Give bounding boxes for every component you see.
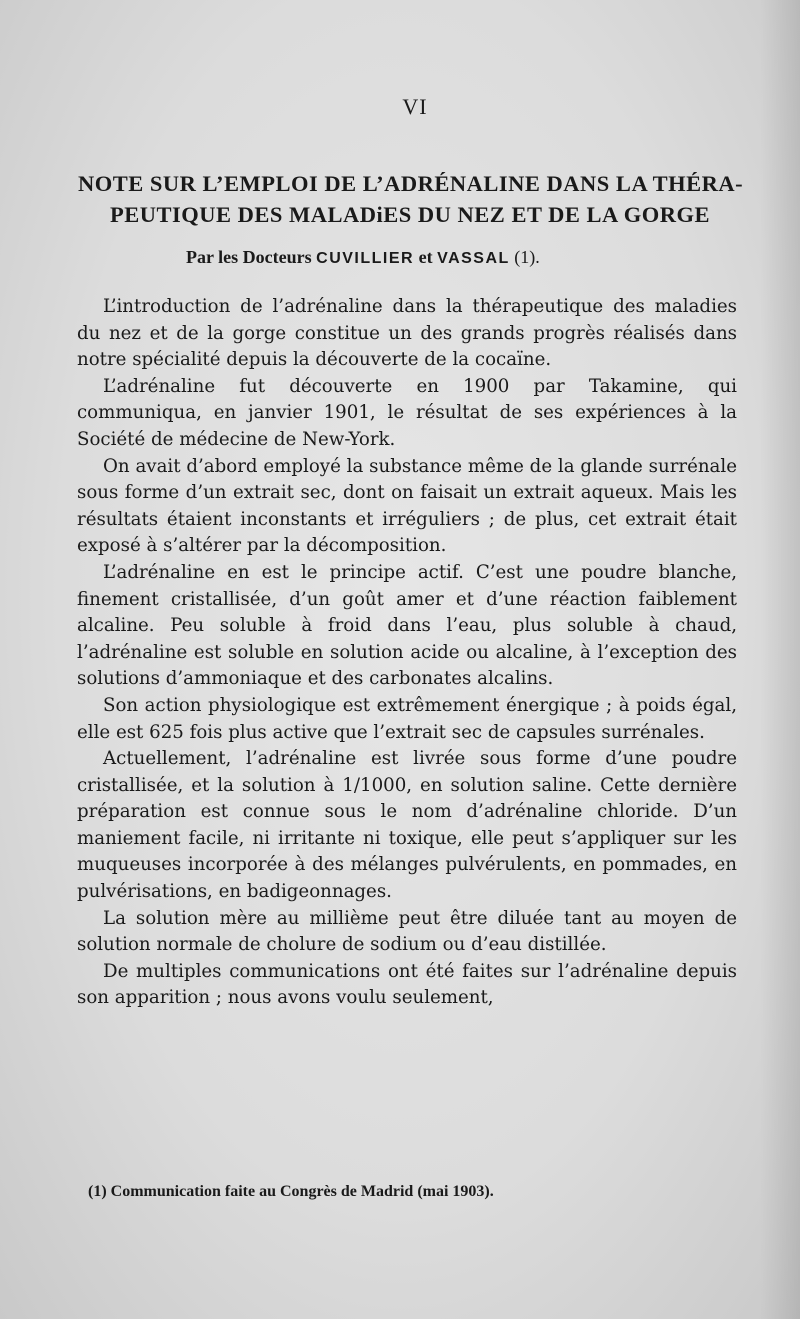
title-line-2: PEUTIQUE DES MALADiES DU NEZ ET DE LA GORGE [110, 202, 710, 227]
byline-prefix: Par les Docteurs [186, 247, 312, 267]
author-cuvillier: CUVILLIER [316, 250, 415, 267]
article-title [78, 168, 744, 230]
byline-and: et [418, 247, 433, 267]
article-body [77, 294, 737, 1012]
title-line-1: NOTE SUR L’EMPLOI DE L’ADRÉNALINE DANS LA THÉRA- [78, 171, 744, 196]
paragraph: L’introduction de l’adrénaline dans la thérapeutique des maladies du nez et de la gorge constitue un des grands progrès réalisés dans notre spécialité depuis la découverte de la cocaïne. [77, 296, 737, 371]
paragraph: De multiples communications ont été faites sur l’adrénaline depuis son apparition ; nous avons voulu seulement, [77, 960, 737, 1009]
author-vassal: VASSAL [437, 250, 510, 267]
paragraph: L’adrénaline fut découverte en 1900 par Takamine, qui communiqua, en janvier 1901, le résultat de ses expériences à la Société de médecine de New-York. [77, 375, 737, 450]
footnote-reference: (1). [514, 247, 540, 267]
byline [186, 247, 540, 268]
paragraph: Son action physiologique est extrêmement énergique ; à poids égal, elle est 625 fois plus active que l’extrait sec de capsules surrénales. [77, 694, 737, 743]
page-edge-shadow [760, 0, 800, 1319]
paragraph: La solution mère au millième peut être diluée tant au moyen de solution normale de cholure de sodium ou d’eau distillée. [77, 907, 737, 956]
paragraph: On avait d’abord employé la substance même de la glande surrénale sous forme d’un extrait sec, dont on faisait un extrait aqueux. Mais les résultats étaient inconstants et irréguliers ; de plus, cet extrait était exposé à s’altérer par la décomposition. [77, 455, 737, 557]
page-number: VI [402, 94, 428, 119]
paragraph: Actuellement, l’adrénaline est livrée sous forme d’une poudre cristallisée, et la solution à 1/1000, en solution saline. Cette dernière préparation est connue sous le nom d’adrénaline chloride. D’un maniement facile, ni irritante ni toxique, elle peut s’appliquer sur les muqueuses incorporée à des mélanges pulvérulents, en pommades, en pulvérisations, en badigeonnages. [77, 748, 737, 903]
paragraph: L’adrénaline en est le principe actif. C’est une poudre blanche, finement cristallisée, d’un goût amer et d’une réaction faiblement alcaline. Peu soluble à froid dans l’eau, plus soluble à chaud, l’adrénaline est soluble en solution acide ou alcaline, à l’exception des solutions d’ammoniaque et des carbonates alcalins. [77, 561, 737, 690]
footnote: (1) Communication faite au Congrès de Madrid (mai 1903). [88, 1183, 494, 1200]
